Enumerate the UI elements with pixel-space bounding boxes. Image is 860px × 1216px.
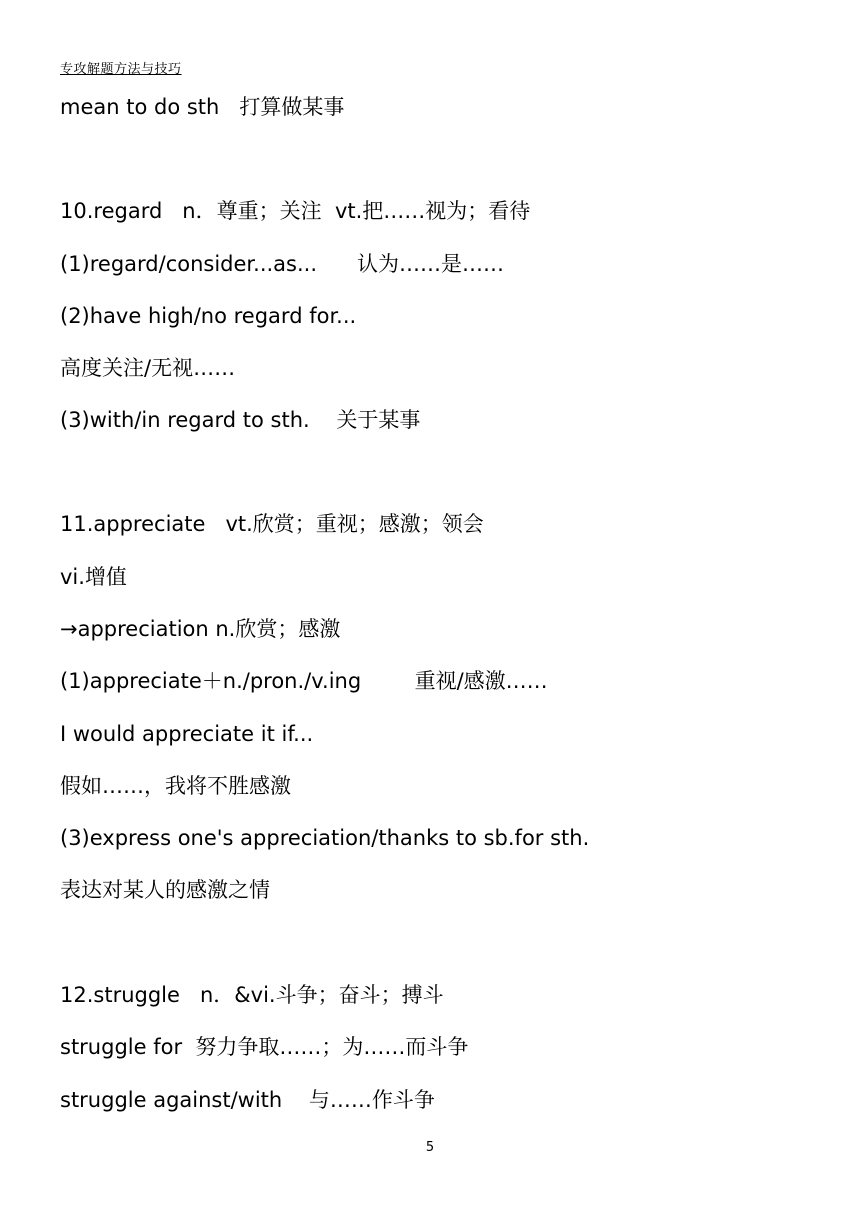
text-line: (3)with/in regard to sth. 关于某事 bbox=[60, 408, 421, 432]
page-number: 5 bbox=[425, 1140, 435, 1155]
text-line: vi.增值 bbox=[60, 565, 127, 589]
document-header: 专攻解题方法与技巧 bbox=[60, 62, 182, 77]
text-line: 11.appreciate vt.欣赏；重视；感激；领会 bbox=[60, 512, 484, 536]
text-line: struggle for 努力争取……；为……而斗争 bbox=[60, 1035, 469, 1059]
text-line: (3)express one's appreciation/thanks to sb.for sth. bbox=[60, 826, 590, 850]
text-line: struggle against/with 与……作斗争 bbox=[60, 1088, 435, 1112]
text-line: 高度关注/无视…… bbox=[60, 356, 236, 380]
text-line: 假如……，我将不胜感激 bbox=[60, 774, 291, 798]
text-line: (2)have high/no regard for... bbox=[60, 304, 357, 328]
text-line: →appreciation n.欣赏；感激 bbox=[60, 617, 341, 641]
text-line: 表达对某人的感激之情 bbox=[60, 878, 270, 902]
text-line: (1)regard/consider...as... 认为……是…… bbox=[60, 252, 505, 276]
text-line: 12.struggle n．&vi.斗争；奋斗；搏斗 bbox=[60, 983, 444, 1007]
text-line: mean to do sth 打算做某事 bbox=[60, 95, 345, 119]
text-line: (1)appreciate＋n./pron./v.ing 重视/感激…… bbox=[60, 669, 548, 693]
text-line: 10.regard n．尊重；关注 vt.把……视为；看待 bbox=[60, 199, 531, 223]
text-line: I would appreciate it if... bbox=[60, 722, 314, 746]
